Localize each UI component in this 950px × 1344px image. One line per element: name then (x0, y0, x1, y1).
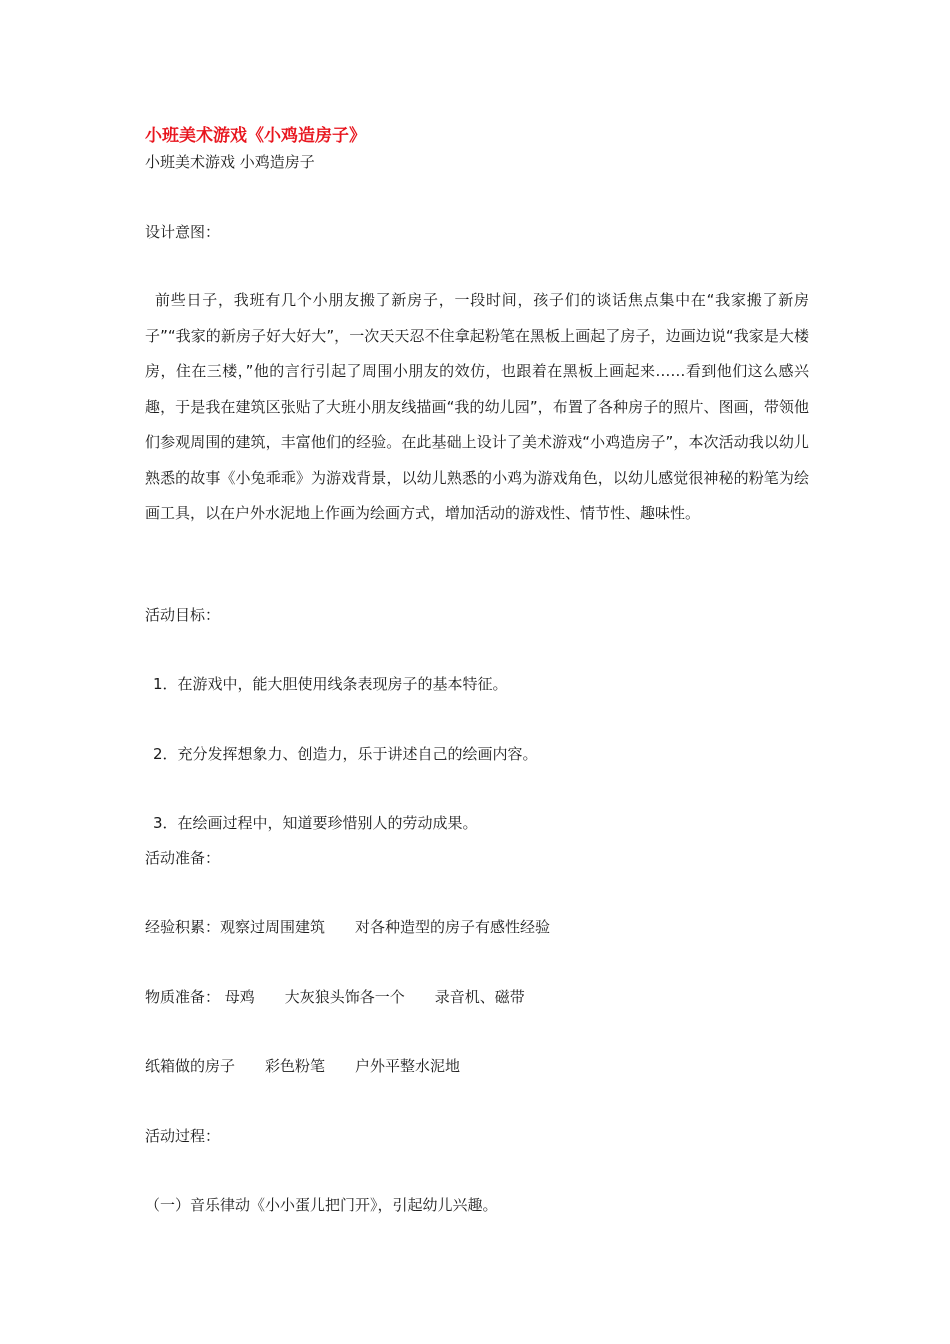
goal-item-1: 1．在游戏中，能大胆使用线条表现房子的基本特征。 (153, 675, 508, 693)
design-paragraph: 前些日子，我班有几个小朋友搬了新房子，一段时间，孩子们的谈话焦点集中在“我家搬了新房子”“我家的新房子好大好大”，一次天天忍不住拿起粉笔在黑板上画起了房子，边画边说“我家是大楼房，住在三楼，”他的言行引起了周围小朋友的效仿，也跟着在黑板上画起来……看到他们这么感兴趣，于是我在建筑区张贴了大班小朋友线描画“我的幼儿园”，布置了各种房子的照片、图画，带领他们参观周围的建筑，丰富他们的经验。在此基础上设计了美术游戏“小鸡造房子”，本次活动我以幼儿熟悉的故事《小兔乖乖》为游戏背景，以幼儿熟悉的小鸡为游戏角色，以幼儿感觉很神秘的粉笔为绘画工具，以在户外水泥地上作画为绘画方式，增加活动的游戏性、情节性、趣味性。 (145, 291, 809, 522)
process-step-1: （一）音乐律动《小小蛋儿把门开》，引起幼儿兴趣。 (145, 1196, 498, 1214)
process-heading: 活动过程： (145, 1127, 221, 1145)
materials-line-2: 纸箱做的房子 彩色粉笔 户外平整水泥地 (145, 1057, 461, 1075)
goal-item-3: 3．在绘画过程中，知道要珍惜别人的劳动成果。 (153, 814, 478, 832)
experience-line: 经验积累：观察过周围建筑 对各种造型的房子有感性经验 (145, 918, 551, 936)
goal-item-2: 2．充分发挥想象力、创造力，乐于讲述自己的绘画内容。 (153, 745, 538, 763)
design-heading: 设计意图： (145, 223, 221, 241)
materials-line: 物质准备： 母鸡 大灰狼头饰各一个 录音机、磁带 (145, 988, 525, 1006)
document-title: 小班美术游戏《小鸡造房子》 (145, 126, 366, 146)
goals-heading: 活动目标： (145, 606, 221, 624)
prep-heading: 活动准备： (145, 849, 221, 867)
document-subtitle: 小班美术游戏 小鸡造房子 (145, 153, 315, 171)
